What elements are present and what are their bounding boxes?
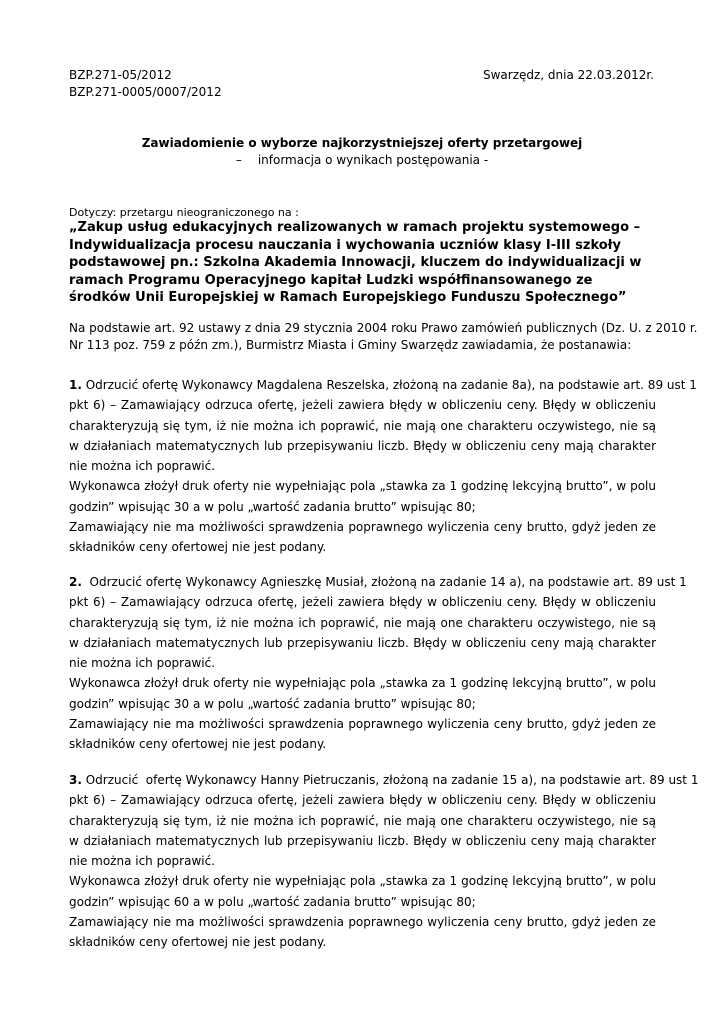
subject-line: ramach Programu Operacyjnego kapitał Ludzki współfinansowanego ze bbox=[69, 272, 593, 288]
document-title: Zawiadomienie o wyborze najkorzystniejszej oferty przetargowej bbox=[141, 136, 583, 150]
item-line: Zamawiający nie ma możliwości sprawdzenia poprawnego wyliczenia ceny brutto, gdyż jeden ze bbox=[69, 520, 656, 535]
item-number: 1. bbox=[69, 378, 82, 392]
item-line: składników ceny ofertowej nie jest podany. bbox=[69, 935, 327, 950]
item-line: Wykonawca złożył druk oferty nie wypełniając pola „stawka za 1 godzinę lekcyjną brutto”, w polu bbox=[69, 874, 656, 889]
decision-item-1 bbox=[69, 375, 697, 558]
item-number: 2. bbox=[69, 575, 82, 589]
reference-number-1: BZP.271-05/2012 bbox=[69, 68, 172, 82]
subject-line: Indywidualizacja procesu nauczania i wychowania uczniów klasy I-III szkoły bbox=[69, 237, 621, 253]
item-line: pkt 6) – Zamawiający odrzuca ofertę, jeżeli zawiera błędy w obliczeniu ceny. Błędy w obliczeniu bbox=[69, 398, 656, 413]
item-line: w działaniach matematycznych lub przepisywaniu liczb. Błędy w obliczeniu ceny mają charakter bbox=[69, 833, 656, 848]
subject-line: podstawowej pn.: Szkolna Akademia Innowacji, kluczem do indywidualizacji w bbox=[69, 255, 642, 271]
reference-number-2: BZP.271-0005/0007/2012 bbox=[69, 85, 222, 99]
item-line: charakteryzują się tym, iż nie można ich poprawić, nie mają one charakteru oczywistego, nie są bbox=[69, 615, 656, 630]
item-line: charakteryzują się tym, iż nie można ich poprawić, nie mają one charakteru oczywistego, nie są bbox=[69, 418, 656, 433]
item-line: Zamawiający nie ma możliwości sprawdzenia poprawnego wyliczenia ceny brutto, gdyż jeden ze bbox=[69, 915, 656, 930]
item-line: nie można ich poprawić. bbox=[69, 656, 216, 671]
item-line-text: Odrzucić ofertę Wykonawcy Hanny Pietruczanis, złożoną na zadanie 15 a), na podstawie art. 89 ust 1 bbox=[81, 773, 699, 787]
item-line: pkt 6) – Zamawiający odrzuca ofertę, jeżeli zawiera błędy w obliczeniu ceny. Błędy w obliczeniu bbox=[69, 595, 656, 610]
item-line: nie można ich poprawić. bbox=[69, 854, 216, 869]
item-line: Zamawiający nie ma możliwości sprawdzenia poprawnego wyliczenia ceny brutto, gdyż jeden ze bbox=[69, 717, 656, 732]
item-line: w działaniach matematycznych lub przepisywaniu liczb. Błędy w obliczeniu ceny mają charakter bbox=[69, 438, 656, 453]
item-line: pkt 6) – Zamawiający odrzuca ofertę, jeżeli zawiera błędy w obliczeniu ceny. Błędy w obliczeniu bbox=[69, 793, 656, 808]
item-line: godzin” wpisując 60 a w polu „wartość zadania brutto” wpisując 80; bbox=[69, 894, 476, 909]
place-and-date: Swarzędz, dnia 22.03.2012r. bbox=[482, 68, 654, 82]
concerns-label: Dotyczy: przetargu nieograniczonego na : bbox=[69, 206, 299, 219]
item-line-text: Odrzucić ofertę Wykonawcy Magdalena Reszelska, złożoną na zadanie 8a), na podstawie art. 89 ust 1 bbox=[81, 378, 697, 392]
legal-basis-paragraph bbox=[69, 320, 698, 354]
subtitle-text: informacja o wynikach postępowania - bbox=[257, 153, 489, 167]
item-line: charakteryzują się tym, iż nie można ich poprawić, nie mają one charakteru oczywistego, nie są bbox=[69, 813, 656, 828]
subject-line: środków Unii Europejskiej w Ramach Europejskiego Funduszu Społecznego” bbox=[69, 290, 627, 306]
item-number: 3. bbox=[69, 773, 82, 787]
item-line: godzin” wpisując 30 a w polu „wartość zadania brutto” wpisując 80; bbox=[69, 499, 476, 514]
item-first-line bbox=[69, 572, 687, 592]
subtitle-dash: – bbox=[235, 153, 242, 167]
item-line: w działaniach matematycznych lub przepisywaniu liczb. Błędy w obliczeniu ceny mają charakter bbox=[69, 635, 656, 650]
decision-item-2 bbox=[69, 572, 687, 755]
item-line: Wykonawca złożył druk oferty nie wypełniając pola „stawka za 1 godzinę lekcyjną brutto”, w polu bbox=[69, 676, 656, 691]
subject-line: „Zakup usług edukacyjnych realizowanych w ramach projektu systemowego – bbox=[69, 220, 641, 235]
item-line: składników ceny ofertowej nie jest podany. bbox=[69, 540, 327, 555]
item-line: nie można ich poprawić. bbox=[69, 459, 216, 474]
item-line: składników ceny ofertowej nie jest podany. bbox=[69, 737, 327, 752]
item-line: Wykonawca złożył druk oferty nie wypełniając pola „stawka za 1 godzinę lekcyjną brutto”, w polu bbox=[69, 479, 656, 494]
document-subtitle bbox=[0, 151, 724, 169]
item-first-line bbox=[69, 375, 697, 395]
tender-subject bbox=[69, 219, 659, 307]
decision-item-3 bbox=[69, 770, 699, 953]
intro-line: Na podstawie art. 92 ustawy z dnia 29 stycznia 2004 roku Prawo zamówień publicznych (Dz. U. z 2010 r. bbox=[69, 321, 698, 335]
item-line-text: Odrzucić ofertę Wykonawcy Agnieszkę Musiał, złożoną na zadanie 14 a), na podstawie art. 89 ust 1 bbox=[81, 575, 687, 589]
intro-line: Nr 113 poz. 759 z późn zm.), Burmistrz Miasta i Gminy Swarzędz zawiadamia, że postanawia: bbox=[69, 338, 632, 352]
item-first-line bbox=[69, 770, 699, 790]
item-line: godzin” wpisując 30 a w polu „wartość zadania brutto” wpisując 80; bbox=[69, 696, 476, 711]
